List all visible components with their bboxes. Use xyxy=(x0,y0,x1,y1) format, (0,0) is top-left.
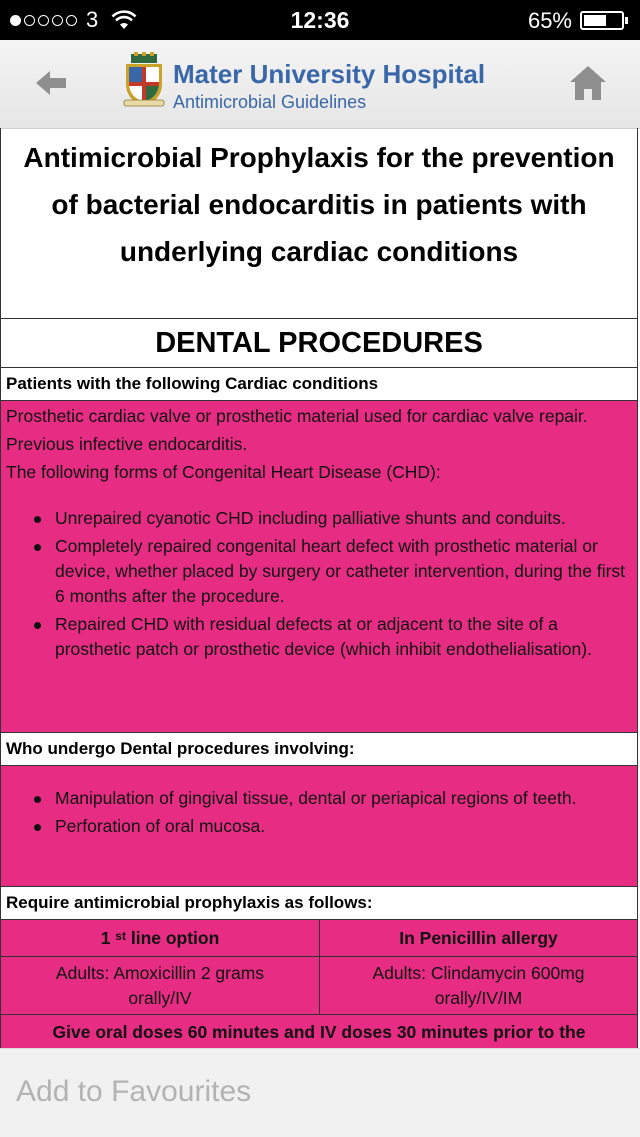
penicillin-allergy-header: In Penicillin allergy xyxy=(319,919,638,957)
battery-fill xyxy=(584,15,606,26)
prophylaxis-header: Require antimicrobial prophylaxis as follows: xyxy=(0,886,638,920)
hospital-crest-logo xyxy=(122,52,166,108)
chd-list xyxy=(6,506,631,662)
list-item: Completely repaired congenital heart defect with prosthetic material or device, whether placed by surgery or catheter intervention, during the first 6 months after the procedure. xyxy=(6,534,631,609)
home-icon[interactable] xyxy=(568,64,608,102)
back-arrow-icon[interactable] xyxy=(34,68,68,98)
hospital-title: Mater University Hospital xyxy=(173,59,486,89)
first-line-header xyxy=(0,919,320,957)
clock: 12:36 xyxy=(290,7,350,33)
list-item: Unrepaired cyanotic CHD including palliative shunts and conduits. xyxy=(6,506,631,531)
table-header-row xyxy=(0,919,638,957)
first-line-superscript: st xyxy=(115,929,126,943)
bottom-toolbar xyxy=(0,1048,640,1137)
dosing-timing-note: Give oral doses 60 minutes and IV doses 30 minutes prior to the xyxy=(0,1014,638,1048)
dental-procedures-header: Who undergo Dental procedures involving: xyxy=(0,732,638,766)
list-item: Manipulation of gingival tissue, dental or periapical regions of teeth. xyxy=(6,786,631,811)
table-row xyxy=(0,956,638,1015)
carrier-label: 3 xyxy=(86,7,99,32)
battery-icon xyxy=(580,11,624,30)
cardiac-conditions-text xyxy=(6,404,631,662)
battery-percentage: 65% xyxy=(527,8,572,33)
first-line-number: 1 xyxy=(100,928,111,948)
navigation-bar xyxy=(0,40,640,129)
cardiac-conditions-panel xyxy=(0,400,638,733)
cardiac-conditions-header: Patients with the following Cardiac conditions xyxy=(0,367,638,401)
section-heading: DENTAL PROCEDURES xyxy=(155,327,483,359)
first-line-label: line option xyxy=(130,928,220,948)
procedures-panel xyxy=(0,765,638,887)
guideline-title: Antimicrobial Prophylaxis for the prevention of bacterial endocarditis in patients with underlying cardiac conditions xyxy=(23,142,615,267)
app-subtitle: Antimicrobial Guidelines xyxy=(173,92,367,112)
allergy-dose: Adults: Clindamycin 600mg orally/IV/IM xyxy=(319,956,638,1015)
guideline-content[interactable] xyxy=(0,128,640,1048)
condition-paragraph: Prosthetic cardiac valve or prosthetic material used for cardiac valve repair. xyxy=(6,406,588,426)
status-bar xyxy=(0,0,640,40)
guideline-title-block xyxy=(0,128,638,319)
list-item: Repaired CHD with residual defects at or adjacent to the site of a prosthetic patch or prosthetic device (which inhibit endothelialisation). xyxy=(6,612,631,662)
section-heading-block xyxy=(0,318,638,368)
condition-paragraph: The following forms of Congenital Heart Disease (CHD): xyxy=(6,462,441,482)
procedures-list xyxy=(6,786,631,839)
add-to-favourites-button[interactable]: Add to Favourites xyxy=(16,1075,252,1108)
list-item: Perforation of oral mucosa. xyxy=(6,814,631,839)
first-line-dose: Adults: Amoxicillin 2 grams orally/IV xyxy=(0,956,320,1015)
battery-nub xyxy=(625,17,628,24)
procedures-text xyxy=(6,786,631,839)
condition-paragraph: Previous infective endocarditis. xyxy=(6,434,248,454)
